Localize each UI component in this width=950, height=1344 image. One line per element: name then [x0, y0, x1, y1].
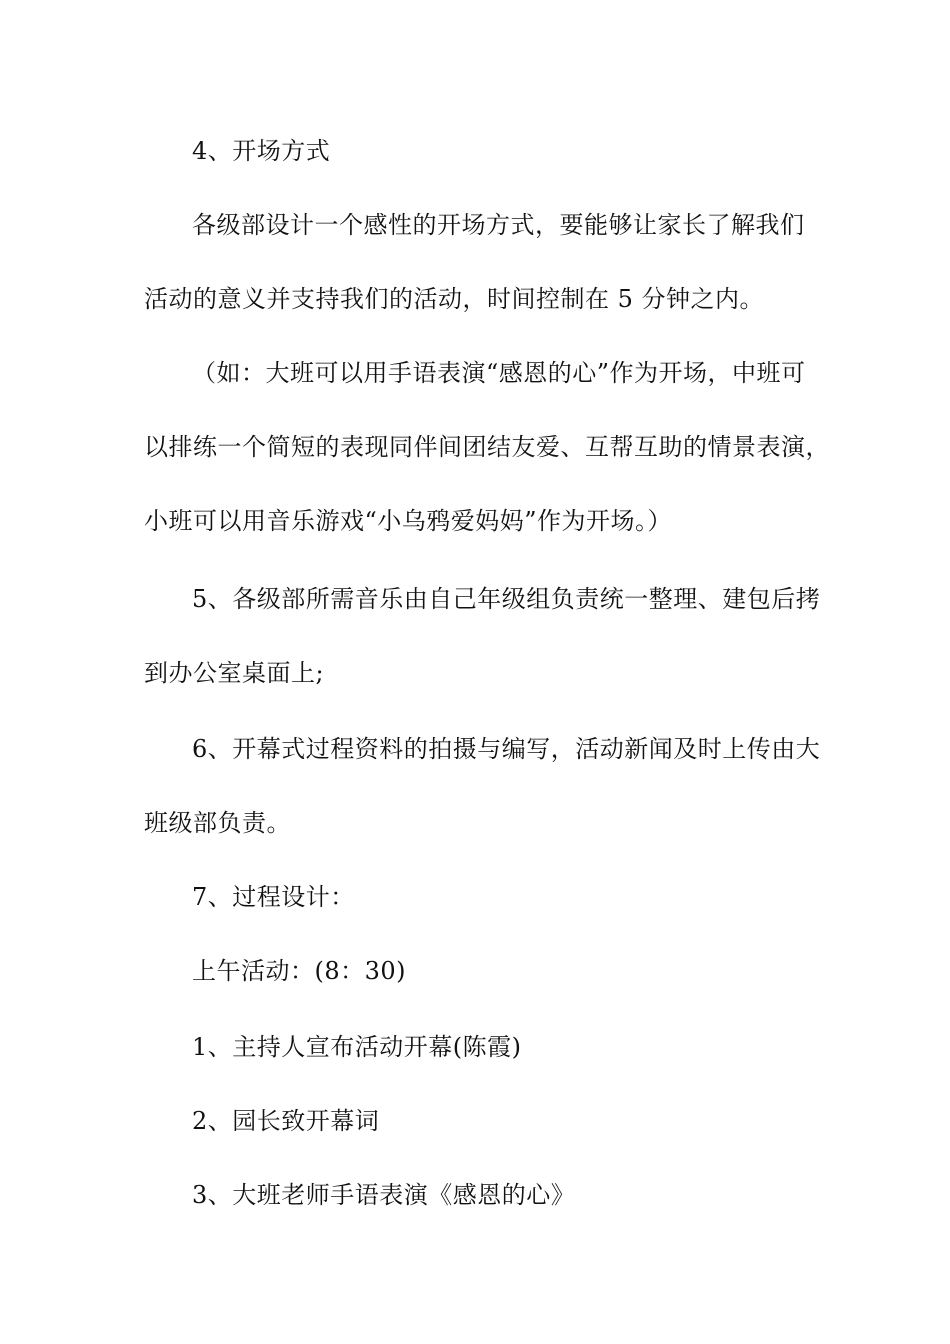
paragraph-line: 班级部负责。 [144, 809, 291, 837]
paragraph-line: 以排练一个简短的表现同伴间团结友爱、互帮互助的情景表演， [144, 433, 830, 461]
list-item: 2、园长致开幕词 [192, 1107, 380, 1135]
section-heading-opening: 4、开场方式 [192, 137, 331, 165]
paragraph-line: 各级部设计一个感性的开场方式，要能够让家长了解我们 [192, 211, 805, 239]
paragraph-line: （如：大班可以用手语表演“感恩的心”作为开场，中班可 [192, 359, 806, 387]
paragraph-line: 6、开幕式过程资料的拍摄与编写，活动新闻及时上传由大 [192, 735, 821, 763]
list-item: 1、主持人宣布活动开幕(陈霞) [192, 1033, 522, 1061]
paragraph-line: 小班可以用音乐游戏“小乌鸦爱妈妈”作为开场。） [144, 507, 673, 535]
subheading-morning: 上午活动：(8：30) [192, 957, 407, 985]
paragraph-line: 到办公室桌面上; [144, 659, 325, 687]
paragraph-line: 活动的意义并支持我们的活动，时间控制在 5 分钟之内。 [144, 285, 765, 313]
list-item: 3、大班老师手语表演《感恩的心》 [192, 1181, 576, 1209]
section-heading-process: 7、过程设计： [192, 883, 355, 911]
paragraph-line: 5、各级部所需音乐由自己年级组负责统一整理、建包后拷 [192, 585, 821, 613]
